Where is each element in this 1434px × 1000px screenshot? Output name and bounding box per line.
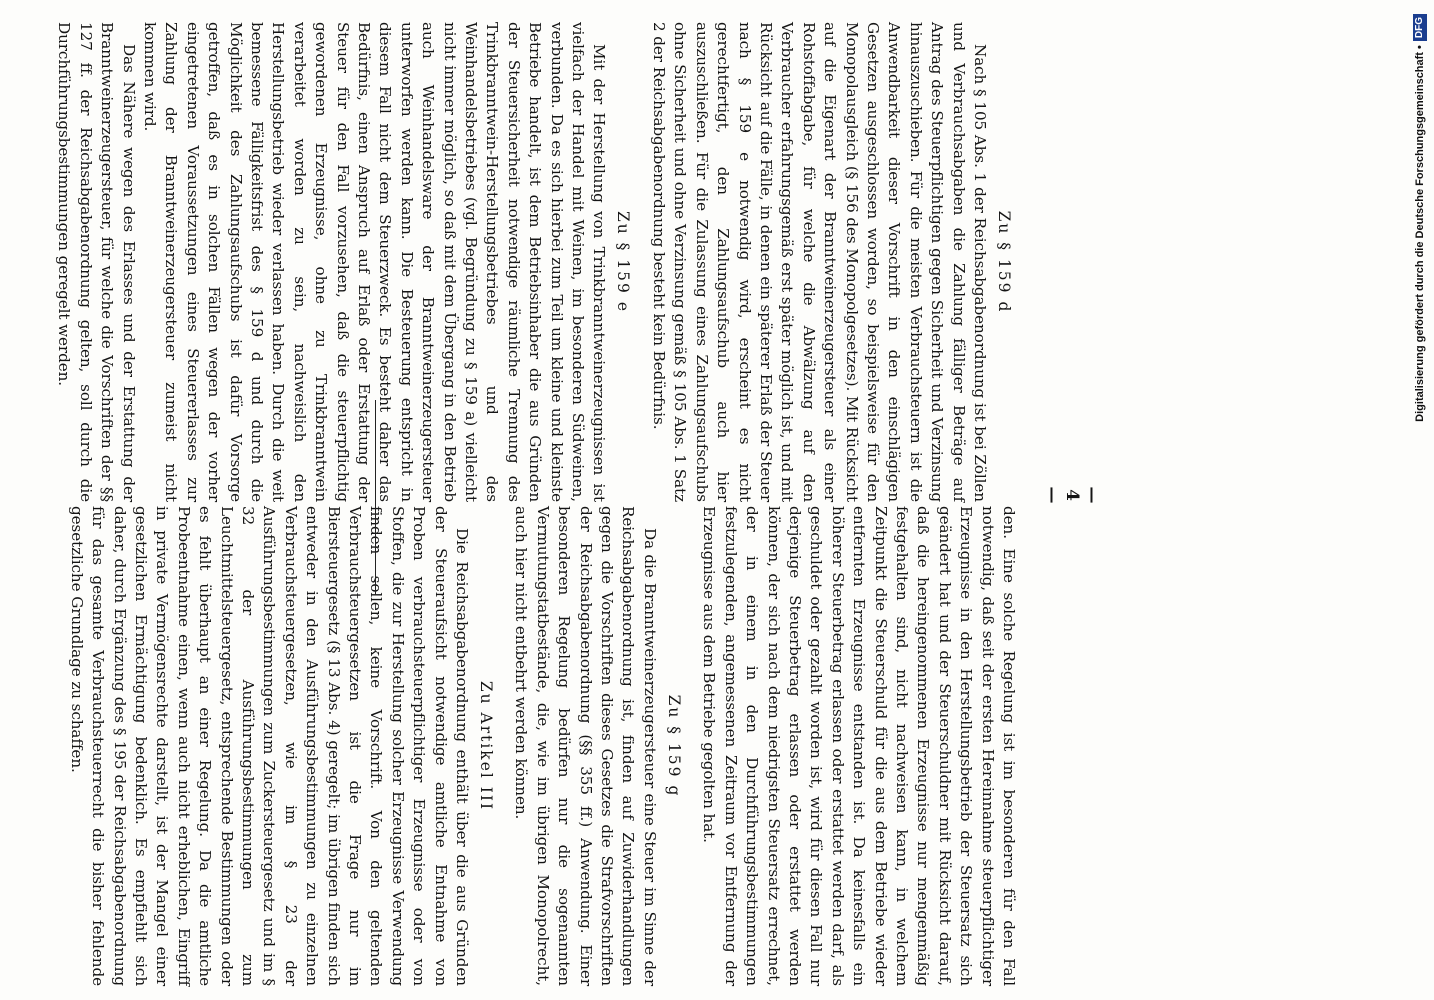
page-number: — 4 —	[1042, 486, 1102, 514]
right-column	[67, 506, 1019, 986]
paragraph: Das Nähere wegen des Erlasses und der Erstattung der Branntweinerzeugersteuer, für welche die Vorschriften der §§ 127 ff. der Reichsabgabenordnung gelten, soll durch die Durchführungsbestimmungen geregelt werden.	[55, 22, 138, 502]
paragraph: Nach § 105 Abs. 1 der Reichsabgabenordnung ist bei Zöllen und Verbrauchsabgaben die Zahlung fälliger Beträge auf Antrag des Steuerpflichtigen gegen Sicherheit und Verzinsung hinauszuschieben. Für die meisten Verbrauchsteuern ist die Anwendbarkeit dieser Vorschrift in den einschlägigen Gesetzen ausgeschlossen worden, so beispielsweise für den Monopolausgleich (§ 156 des Monopolgesetzes). Mit Rücksicht auf die Eigenart der Branntweinerzeugersteuer als einer Rohstoffabgabe, für welche die Abwälzung auf den Verbraucher erfahrungsgemäß erst später möglich ist, und mit Rücksicht auf die Fälle, in denen ein späterer Erlaß der Steuer nach § 159 e notwendig wird, erscheint es nicht gerechtfertigt, den Zahlungsaufschub auch hier auszuschließen. Für die Zulassung eines Zahlungsaufschubs ohne Sicherheit und ohne Verzinsung gemäß § 105 Abs. 1 Satz 2 der Reichsabgabenordnung besteht kein Bedürfnis.	[649, 22, 989, 502]
paragraph: Die Reichsabgabenordnung enthält über die aus Gründen der Steueraufsicht notwendige amtliche Entnahme von Proben verbrauchsteuerpflichtiger Erzeugnisse oder von Stoffen, die zur Herstellung solcher Erzeugnisse Verwendung finden sollen, keine Vorschrift. Von den geltenden Verbrauchsteuergesetzen ist die Frage nur im Biersteuergesetz (§ 13 Abs. 4) geregelt; im übrigen finden sich entweder in den Ausführungsbestimmungen zu einzelnen Verbrauchsteuergesetzen, wie im § 23 der Ausführungsbestimmungen zum Zuckersteuergesetz und im § 32 der Ausführungsbestimmungen zum Leuchtmittelsteuergesetz, entsprechende Bestimmungen oder es fehlt überhaupt an einer Regelung. Da die amtliche Probeentnahme einen, wenn auch nicht erheblichen, Eingriff in private Vermögensrechte darstellt, ist der Mangel einer gesetzlichen Ermächtigung bedenklich. Es empfiehlt sich daher, durch Ergänzung des § 195 der Reichsabgabenordnung für das gesamte Verbrauchsteuerrecht die bisher fehlende gesetzliche Grundlage zu schaffen.	[67, 506, 472, 986]
section-heading-159d: Zu § 159 d	[995, 210, 1013, 314]
digitization-text: Digitalisierung gefördert durch die Deutsche Forschungsgemeinschaft •	[1414, 45, 1426, 422]
paragraph: Mit der Herstellung von Trinkbranntweinerzeugnissen ist vielfach der Handel mit Weinen, im besonderen Südweinen, verbunden. Da es sich hierbei zum Teil um kleine und kleinste Betriebe handelt, ist dem Betriebsinhaber die aus Gründen der Steuersicherheit notwendige räumliche Trennung des Trinkbranntwein-Herstellungsbetriebes und des Weinhandelsbetriebes (vgl. Begründung zu § 159 a) vielleicht nicht immer möglich, so daß mit dem Übergang in den Betrieb auch Weinhandelsware der Branntweinerzeugersteuer unterworfen werden kann. Die Besteuerung entspricht in diesem Fall nicht dem Steuerzweck. Es besteht daher das Bedürfnis, einen Anspruch auf Erlaß oder Erstattung der Steuer für den Fall vorzusehen, daß die steuerpflichtig gewordenen Erzeugnisse, ohne zu Trinkbranntwein verarbeitet worden zu sein, nachweislich den Herstellungsbetrieb wieder verlassen haben. Durch die weit bemessene Fälligkeitsfrist des § 159 d und durch die Möglichkeit des Zahlungsaufschubs ist dafür Vorsorge getroffen, daß es in solchen Fällen wegen der vorher eingetretenen Voraussetzungen eines Steuererlasses zur Zahlung der Branntweinerzeugersteuer zumeist nicht kommen wird.	[140, 22, 609, 502]
section-heading-159g: Zu § 159 g	[664, 694, 683, 798]
closing-rule	[375, 400, 376, 595]
section-heading-artikel-iii: Zu Artikel III	[477, 680, 496, 812]
left-column	[55, 22, 1014, 502]
paragraph: Da die Branntweinerzeugersteuer eine Steuer im Sinne der Reichsabgabenordnung ist, finden auf Zuwiderhandlungen gegen die Vorschriften dieses Gesetzes die Strafvorschriften der Reichsabgabenordnung (§§ 355 ff.) Anwendung. Einer besonderen Regelung bedürfen nur die sogenannten Vermutungstatbestände, die, wie im übrigen Monopolrecht, auch hier nicht entbehrt werden können.	[512, 506, 659, 986]
section-heading-159e: Zu § 159 e	[614, 210, 633, 314]
paragraph: den. Eine solche Regelung ist im besonderen für den Fall notwendig, daß seit der ersten Hereinnahme steuerpflichtiger Erzeugnisse in den Herstellungsbetrieb der Steuersatz sich geändert hat und der Steuerschuldner mit Rücksicht darauf, daß die hereingenommenen Erzeugnisse nur mengenmäßig festgehalten sind, nicht nachweisen kann, in welchem Zeitpunkt die Steuerschuld für die aus dem Betriebe wieder entfernten Erzeugnisse entstanden ist. Da keinesfalls ein höherer Steuerbetrag erlassen oder erstattet werden darf, als geschuldet oder gezahlt worden ist, wird für diesen Fall nur derjenige Steuerbetrag erlassen oder erstattet werden können, der sich nach dem niedrigsten Steuersatz errechnet, der in einem in den Durchführungsbestimmungen festzulegenden, angemessenen Zeitraum vor Entfernung der Erzeugnisse aus dem Betriebe gegolten hat.	[700, 506, 1018, 986]
digitization-note	[1412, 14, 1428, 986]
dfg-logo: DFG	[1413, 14, 1427, 41]
